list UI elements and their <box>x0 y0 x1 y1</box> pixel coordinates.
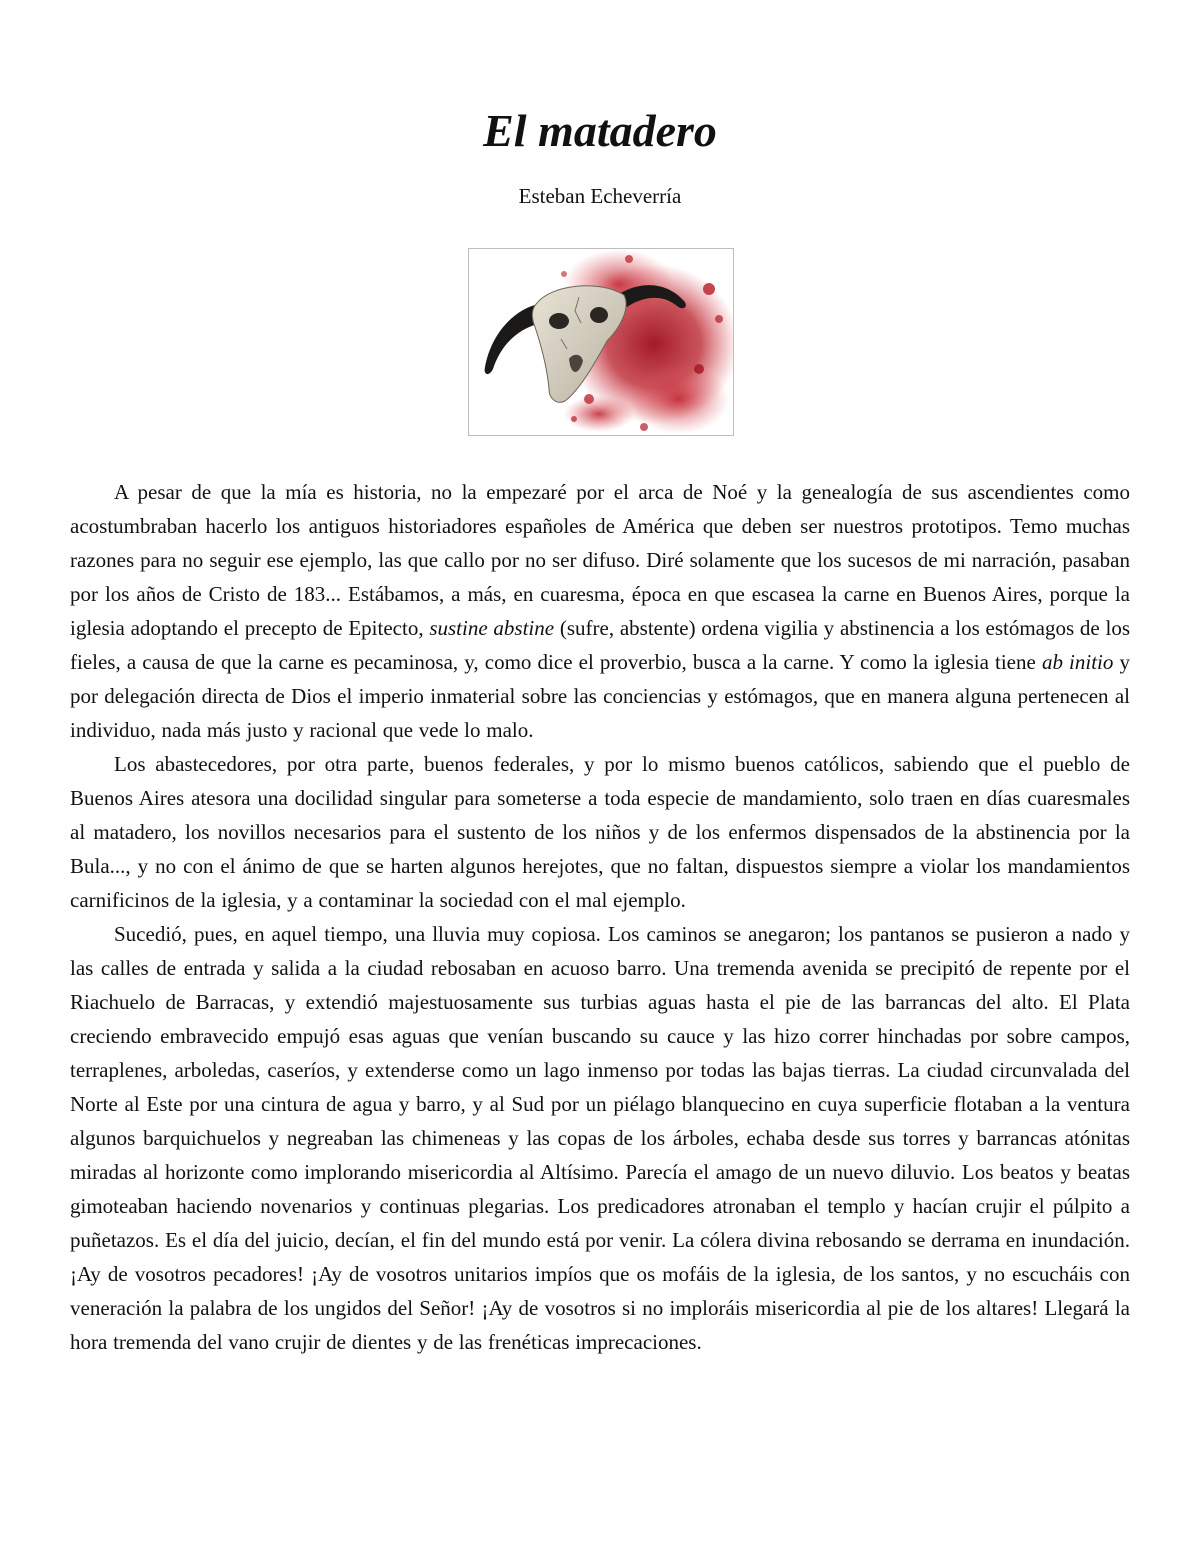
document-title: El matadero <box>483 105 717 156</box>
text-segment: Sucedió, pues, en aquel tiempo, una lluvia muy copiosa. Los caminos se anegaron; los pantanos se pusieron a nado y las calles de entrada y salida a la ciudad rebosaban en acuoso barro. Una tremenda avenida se precipitó de repente por el Riachuelo de Barracas, y extendió majestuosamente sus turbias aguas hasta el pie de las barrancas del alto. El Plata creciendo embravecido empujó esas aguas que venían buscando su cauce y las hizo correr hinchadas por sobre campos, terraplenes, arboledas, caseríos, y extenderse como un lago inmenso por todas las bajas tierras. La ciudad circunvalada del Norte al Este por una cintura de agua y barro, y al Sud por un piélago blanquecino en cuya superficie flotaban a la ventura algunos barquichuelos y negreaban las chimeneas y las copas de los árboles, echaba desde sus torres y barrancas atónitas miradas al horizonte como implorando misericordia al Altísimo. Parecía el amago de un nuevo diluvio. Los beatos y beatas gimoteaban haciendo novenarios y continuas plegarias. Los predicadores atronaban el templo y hacían crujir el púlpito a puñetazos. Es el día del juicio, decían, el fin del mundo está por venir. La cólera divina rebosando se derrama en inundación. ¡Ay de vosotros pecadores! ¡Ay de vosotros unitarios impíos que os mofáis de la iglesia, de los santos, y no escucháis con veneración la palabra de los ungidos del Señor! ¡Ay de vosotros si no imploráis misericordia al pie de los altares! Llegará la hora tremenda del vano crujir de dientes y de las frenéticas imprecaciones. <box>70 922 1130 1354</box>
body-text <box>70 475 1130 1359</box>
paragraph <box>70 475 1130 747</box>
text-segment: A pesar de que la mía es historia, no la empezaré por el arca de Noé y la genealogía de sus ascendientes como acostumbraban hacerlo los antiguos historiadores españoles de América que deben ser nuestros prototipos. Temo muchas razones para no seguir ese ejemplo, las que callo por no ser difuso. Diré solamente que los sucesos de mi narración, pasaban por los años de Cristo de 183... Estábamos, a más, en cuaresma, época en que escasea la carne en Buenos Aires, porque la iglesia adoptando el precepto de Epitecto, <box>70 480 1130 640</box>
paragraph <box>70 917 1130 1359</box>
italic-phrase: ab initio <box>1041 650 1114 674</box>
document-author: Esteban Echeverría <box>518 184 682 208</box>
text-segment: Los abastecedores, por otra parte, buenos federales, y por lo mismo buenos católicos, sabiendo que el pueblo de Buenos Aires atesora una docilidad singular para someterse a toda especie de mandamiento, solo traen en días cuaresmales al matadero, los novillos necesarios para el sustento de los niños y de los enfermos dispensados de la abstinencia por la Bula..., y no con el ánimo de que se harten algunos herejotes, que no faltan, dispuestos siempre a violar los mandamientos carnificinos de la iglesia, y a contaminar la sociedad con el mal ejemplo. <box>70 752 1130 912</box>
paragraph <box>70 747 1130 917</box>
text-segment: y por delegación directa de Dios el imperio inmaterial sobre las conciencias y estómagos, que en manera alguna pertenecen al individuo, nada más justo y racional que vede lo malo. <box>70 650 1130 742</box>
bull-skull-blood-icon <box>469 249 733 435</box>
text-segment: (sufre, abstente) ordena vigilia y abstinencia a los estómagos de los fieles, a causa de que la carne es pecaminosa, y, como dice el proverbio, busca a la carne. Y como la iglesia tiene <box>70 616 1130 674</box>
bull-skull-illustration <box>468 248 734 436</box>
italic-phrase: sustine abstine <box>429 616 555 640</box>
